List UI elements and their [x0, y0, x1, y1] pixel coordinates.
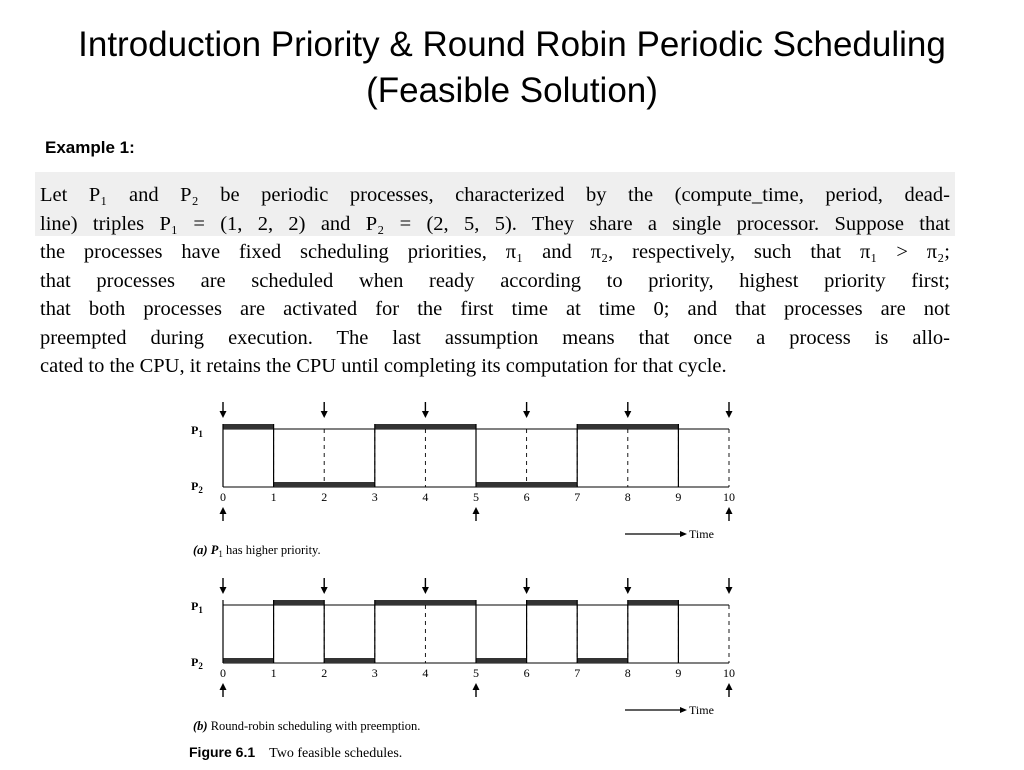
tick-label: 4: [422, 666, 429, 680]
panel-caption: (a) $P_1$ has higher priority.: [193, 543, 321, 559]
row-label-p1: $P_1$: [191, 599, 203, 615]
p2-arrival-arrow-head: [473, 507, 480, 514]
tick-label: 4: [422, 490, 429, 504]
tick-label: 1: [270, 490, 277, 504]
tick-label: 10: [723, 490, 735, 504]
p2-exec-bar: [476, 482, 577, 487]
tick-label: 0: [220, 490, 226, 504]
schedule-figure: [175, 395, 775, 765]
p1-exec-bar: [274, 600, 325, 605]
p2-exec-bar: [324, 658, 375, 663]
p1-arrival-arrow-head: [220, 587, 227, 594]
row-label-p2: $P_2$: [191, 479, 203, 495]
paragraph-line: that processes are scheduled when ready according to priority, highest priority first;: [40, 269, 950, 292]
time-axis-label: Time: [689, 703, 714, 717]
tick-label: 9: [675, 490, 682, 504]
paragraph-line: cated to the CPU, it retains the CPU until completing its computation for that cycle.: [40, 355, 727, 377]
p1-arrival-arrow-head: [321, 587, 328, 594]
tick-label: 10: [723, 666, 735, 680]
schedule-diagram: [175, 395, 775, 765]
tick-label: 7: [574, 490, 581, 504]
tick-label: 7: [574, 666, 581, 680]
p1-arrival-arrow-head: [220, 411, 227, 418]
time-axis-arrow-head: [680, 531, 687, 537]
paragraph-line: preempted during execution. The last assumption means that once a process is allo-: [40, 326, 950, 349]
p1-arrival-arrow-head: [523, 587, 530, 594]
p2-exec-bar: [223, 658, 274, 663]
row-label-p2: $P_2$: [191, 655, 203, 671]
tick-label: 1: [270, 666, 277, 680]
p2-arrival-arrow-head: [726, 683, 733, 690]
slide-title: [0, 22, 1024, 114]
tick-label: 6: [523, 490, 530, 504]
p1-exec-bar: [577, 424, 678, 429]
p1-exec-bar: [375, 600, 476, 605]
p2-arrival-arrow-head: [473, 683, 480, 690]
p1-exec-bar: [223, 424, 274, 429]
p2-arrival-arrow-head: [726, 507, 733, 514]
p1-exec-bar: [375, 424, 476, 429]
example-label: Example 1:: [45, 138, 135, 157]
paragraph-line: that both processes are activated for the first time at time 0; and that processes are not: [40, 298, 950, 320]
p2-arrival-arrow-head: [220, 507, 227, 514]
p1-exec-bar: [527, 600, 578, 605]
tick-label: 0: [220, 666, 226, 680]
panel-caption: (b) Round-robin scheduling with preemption.: [193, 719, 421, 733]
p1-arrival-arrow-head: [422, 411, 429, 418]
p1-arrival-arrow-head: [624, 411, 631, 418]
tick-label: 2: [321, 490, 328, 504]
paragraph-line: line) triples P₁ = (1, 2, 2) and P₂ = (2, 5, 5). They share a single processor. Suppose that: [40, 212, 950, 235]
p2-arrival-arrow-head: [220, 683, 227, 690]
slide-title-line-1: Introduction Priority & Round Robin Periodic Scheduling: [78, 25, 946, 64]
p1-arrival-arrow-head: [321, 411, 328, 418]
tick-label: 5: [473, 490, 479, 504]
p1-arrival-arrow-head: [422, 587, 429, 594]
figure-caption: Figure 6.1 Two feasible schedules.: [189, 744, 403, 761]
p2-exec-bar: [274, 482, 375, 487]
tick-label: 3: [371, 490, 378, 504]
paragraph-line: Let P₁ and P₂ be periodic processes, characterized by the (compute_time, period, dead-: [40, 184, 950, 206]
problem-paragraph: [40, 181, 950, 381]
paragraph-line: the processes have fixed scheduling priorities, π₁ and π₂, respectively, such that π₁ > π₂;: [40, 241, 950, 263]
p2-exec-bar: [476, 658, 527, 663]
tick-label: 8: [624, 666, 631, 680]
p1-arrival-arrow-head: [523, 411, 530, 418]
time-axis-arrow-head: [680, 707, 687, 713]
p2-exec-bar: [577, 658, 628, 663]
p1-arrival-arrow-head: [726, 411, 733, 418]
p1-exec-bar: [628, 600, 679, 605]
p1-arrival-arrow-head: [726, 587, 733, 594]
tick-label: 2: [321, 666, 328, 680]
tick-label: 8: [624, 490, 631, 504]
slide-title-line-2: (Feasible Solution): [366, 71, 658, 110]
p1-arrival-arrow-head: [624, 587, 631, 594]
time-axis-label: Time: [689, 527, 714, 541]
tick-label: 9: [675, 666, 682, 680]
tick-label: 5: [473, 666, 479, 680]
tick-label: 6: [523, 666, 530, 680]
row-label-p1: $P_1$: [191, 423, 203, 439]
tick-label: 3: [371, 666, 378, 680]
